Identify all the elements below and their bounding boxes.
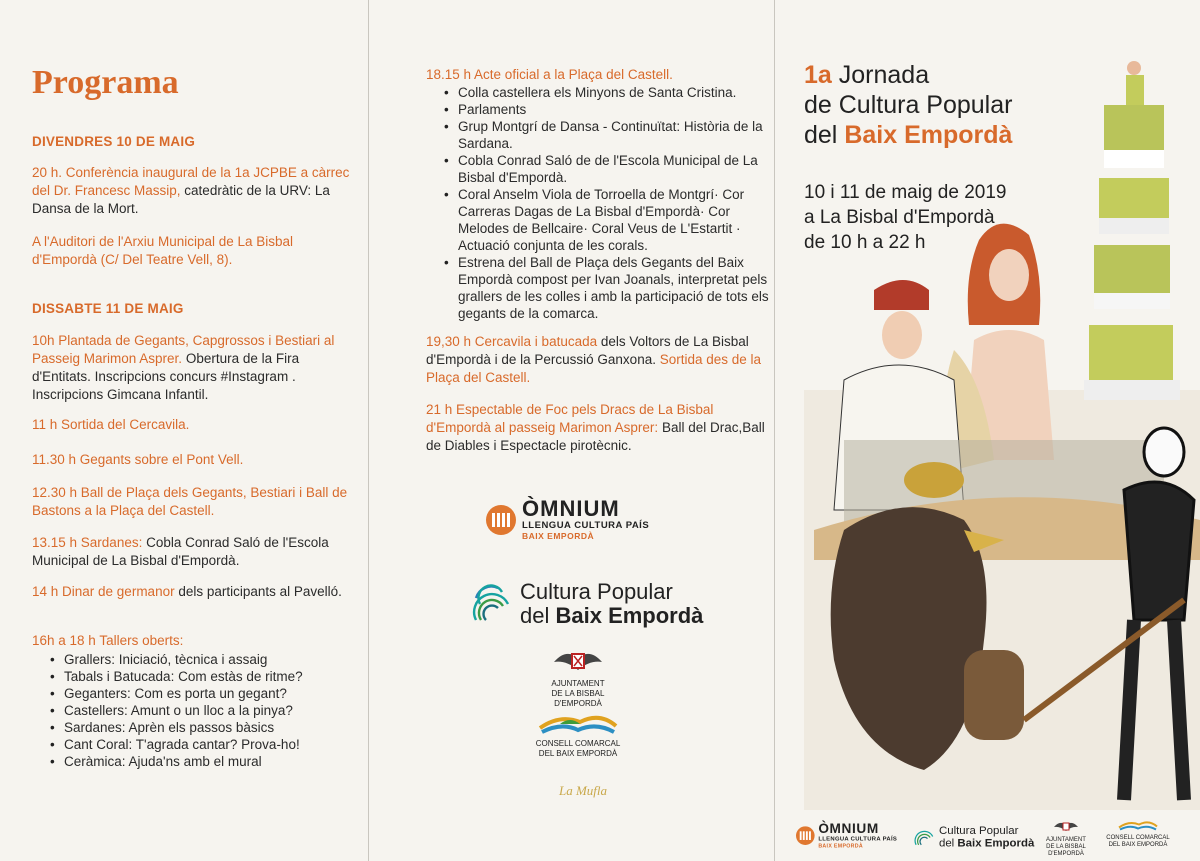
event-cercavila-sortida: Sortida des de la Plaça del Castell. (426, 352, 762, 385)
cover-dates (804, 180, 1006, 255)
list-item: • Castellers: Amunt o un lloc a la pinya? (64, 702, 374, 719)
footer-consell-line2: DEL BAIX EMPORDÀ (1108, 842, 1168, 848)
list-item: • Ceràmica: Ajuda'ns amb el mural (64, 753, 374, 770)
acte-list (442, 84, 778, 322)
event-sardanes (32, 534, 357, 570)
castellers-figure (1084, 61, 1180, 400)
program-title: Programa (32, 64, 179, 101)
day-heading-friday: DIVENDRES 10 DE MAIG (32, 134, 196, 149)
omnium-region: BAIX EMPORDÀ (522, 531, 595, 541)
event-dinar-highlight: 14 h Dinar de germanor (32, 584, 175, 599)
program-panel-1 (0, 0, 368, 861)
list-item: • Estrena del Ball de Plaça dels Gegants del Baix Empordà compost per Ivan Joanals, interpretat pels grallers de les colles i amb la participació de tots els gegants de la comarca. (458, 254, 778, 322)
list-item: • Tabals i Batucada: Com estàs de ritme? (64, 668, 374, 685)
mermaid-figure (944, 224, 1054, 470)
list-item: • Cant Coral: T'agrada cantar? Prova-ho! (64, 736, 374, 753)
list-item: • Coral Anselm Viola de Torroella de Montgrí· Cor Carreras Dagas de La Bisbal d'Empordà· Cor Melodes de Bellcaire· Coral Veus de L'Estartit · Actuació conjunta de les corals. (458, 186, 778, 254)
event-dinar-text: dels participants al Pavelló. (174, 584, 342, 599)
cover-date-line2: a La Bisbal d'Empordà (804, 207, 995, 228)
event-gegants-pont: 11.30 h Gegants sobre el Pont Vell. (32, 452, 244, 467)
event-foc-highlight: 21 h Espectable de Foc pels Dracs de La Bisbal d'Empordà al passeig Marimon Asprer: (426, 402, 714, 435)
footer-ajuntament-line2: DE LA BISBAL D'EMPORDÀ (1046, 844, 1086, 857)
consell-comarcal-logo (528, 714, 628, 759)
footer-ajuntament-line1: AJUNTAMENT (1046, 837, 1086, 843)
cultura-popular-logo (472, 580, 703, 628)
footer-coat-of-arms-icon (1051, 820, 1081, 834)
list-item: • Cobla Conrad Saló de de l'Escola Municipal de La Bisbal d'Empordà. (458, 152, 778, 186)
list-item: • Grallers: Iniciació, tècnica i assaig (64, 651, 374, 668)
event-tallers: 16h a 18 h Tallers oberts: (32, 633, 184, 648)
event-cercavila-highlight: 19,30 h Cercavila i batucada (426, 334, 598, 349)
cultura-popular-del: del (520, 603, 556, 628)
omnium-logo (486, 498, 649, 541)
event-conference-text: catedràtic de la URV: La Dansa de la Mort. (32, 183, 330, 216)
cover-title (804, 60, 1012, 150)
consell-landscape-icon (538, 714, 618, 736)
footer-cp-del: del (938, 835, 958, 849)
list-item: • Parlaments (458, 101, 778, 118)
event-cercavila-batucada (426, 333, 766, 387)
cultura-popular-region: Baix Empordà (555, 603, 704, 628)
event-sardanes-text: Cobla Conrad Saló de l'Escola Municipal de La Bisbal d'Empordà. (32, 535, 329, 568)
cover-panel (774, 0, 1200, 861)
footer-fingerprint-icon (914, 826, 935, 847)
tallers-list (48, 651, 374, 770)
ajuntament-line1: AJUNTAMENT (551, 679, 605, 688)
omnium-name: ÒMNIUM (522, 496, 620, 521)
consell-line1: CONSELL COMARCAL (535, 739, 621, 748)
coat-of-arms-icon (548, 648, 608, 676)
cover-date-line1: 10 i 11 de maig de 2019 (804, 182, 1007, 203)
event-acte-oficial: 18.15 h Acte oficial a la Plaça del Castell. (426, 67, 673, 82)
ajuntament-line2: DE LA BISBAL D'EMPORDÀ (551, 689, 605, 708)
footer-ajuntament-logo (1036, 820, 1096, 858)
list-item: • Sardanes: Aprèn els passos bàsics (64, 719, 374, 736)
footer-cultura-popular-logo (914, 824, 1034, 849)
event-dinar (32, 583, 357, 601)
cover-title-line1: Jornada (831, 61, 930, 89)
ajuntament-logo (528, 648, 628, 709)
footer-omnium-subtitle: LLENGUA CULTURA PAÍS (818, 835, 898, 843)
event-conference (32, 164, 357, 218)
footer-omnium-region: BAIX EMPORDÀ (818, 842, 864, 849)
event-plantada-text: Obertura de la Fira d'Entitats. Inscripcions concurs #Instagram . Inscripcions Gimcana Infantil. (32, 351, 300, 402)
cultura-popular-line1: Cultura Popular (520, 579, 673, 604)
footer-omnium-logo (796, 822, 897, 849)
cover-date-line3: de 10 h a 22 h (804, 232, 926, 253)
event-cercavila: 11 h Sortida del Cercavila. (32, 417, 190, 432)
omnium-subtitle: LLENGUA CULTURA PAÍS (522, 520, 650, 531)
event-conference-highlight: 20 h. Conferència inaugural de la 1a JCPBE a càrrec del Dr. Francesc Massip, (32, 165, 350, 198)
footer-omnium-mark-icon (796, 826, 815, 845)
cover-title-number: 1a (804, 61, 832, 89)
list-item: • Geganters: Com es porta un gegant? (64, 685, 374, 702)
event-cercavila-text: dels Voltors de La Bisbal d'Empordà i de la Percussió Ganxona. (426, 334, 749, 367)
footer-cp-line1: Cultura Popular (938, 823, 1019, 837)
event-foc-text: Ball del Drac,Ball de Diables i Espectacle pirotècnic. (426, 420, 765, 453)
footer-consell-logo (1102, 820, 1174, 849)
footer-consell-line1: CONSELL COMARCAL (1106, 835, 1170, 841)
event-plantada (32, 332, 357, 404)
event-foc (426, 401, 766, 455)
cover-title-del: del (804, 121, 845, 149)
cover-title-region: Baix Empordà (844, 121, 1013, 149)
day-heading-saturday: DISSABTE 11 DE MAIG (32, 301, 184, 316)
list-item: • Colla castellera els Minyons de Santa Cristina. (458, 84, 778, 101)
event-venue: A l'Auditori de l'Arxiu Municipal de La Bisbal d'Empordà (C/ Del Teatre Vell, 8). (32, 234, 294, 267)
footer-omnium-name: ÒMNIUM (818, 820, 879, 837)
la-mufla-logo: La Mufla (558, 783, 608, 798)
cover-illustration (804, 60, 1200, 820)
consell-line2: DEL BAIX EMPORDÀ (538, 749, 618, 758)
footer-cp-region: Baix Empordà (957, 835, 1035, 849)
cover-title-line2: de Cultura Popular (804, 91, 1013, 119)
program-panel-2 (368, 0, 774, 861)
omnium-mark-icon (486, 505, 516, 535)
event-sardanes-highlight: 13.15 h Sardanes: (32, 535, 143, 550)
footer-consell-landscape-icon (1118, 820, 1158, 832)
fingerprint-icon (472, 584, 512, 624)
event-plantada-highlight: 10h Plantada de Gegants, Capgrossos i Bestiari al Passeig Marimon Asprer. (32, 333, 335, 366)
event-ball-placa: 12.30 h Ball de Plaça dels Gegants, Bestiari i Ball de Bastons a la Plaça del Castell. (32, 485, 348, 518)
list-item: • Grup Montgrí de Dansa - Continuïtat: Història de la Sardana. (458, 118, 778, 152)
